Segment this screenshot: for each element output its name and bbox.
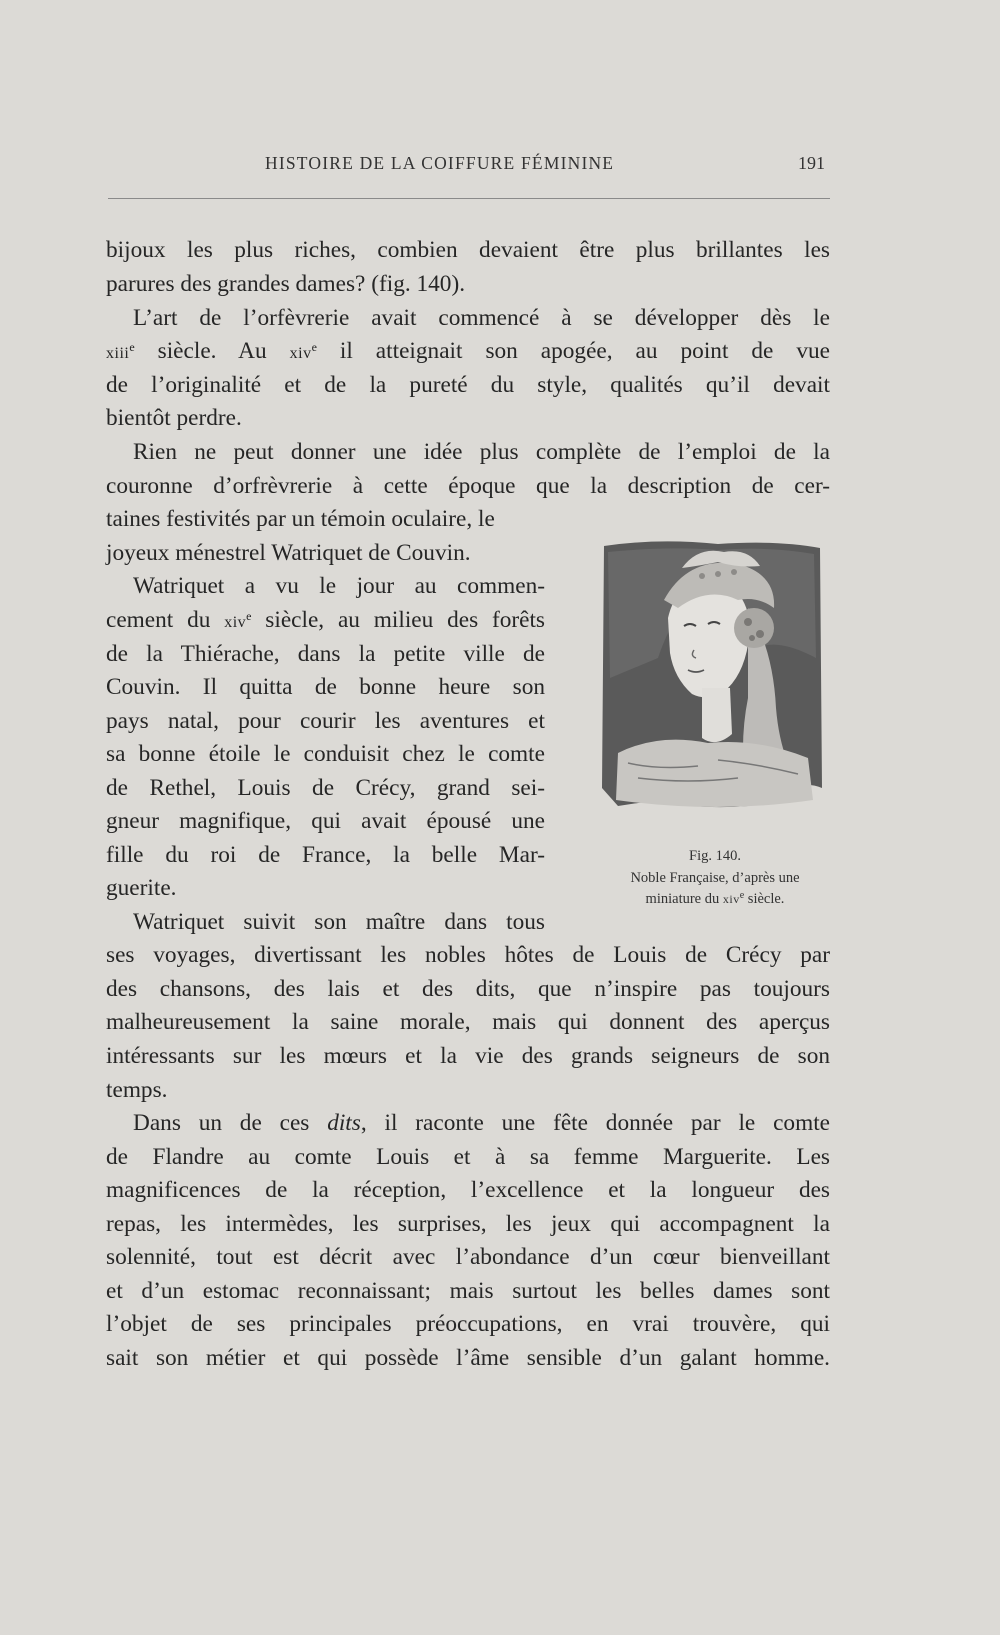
text-line <box>133 1106 830 1140</box>
superscript: e <box>739 890 745 901</box>
small-caps-numeral: xiii <box>106 345 130 362</box>
text-line: Watriquet suivit son maître dans tous <box>133 909 545 935</box>
figure-caption-line-1: Noble Française, d’après une <box>630 870 800 886</box>
text-line: fille du roi de France, la belle Mar- <box>106 842 545 868</box>
text-line: de la Thiérache, dans la petite ville de <box>106 641 545 667</box>
text-span: siècle. <box>744 891 785 907</box>
text-line: de Flandre au comte Louis et à sa femme Marguerite. Les <box>106 1144 830 1170</box>
text-line: taines festivités par un témoin oculaire, le <box>106 506 495 532</box>
text-line: joyeux ménestrel Watriquet de Couvin. <box>106 540 471 566</box>
figure-illustration <box>598 538 826 823</box>
superscript: e <box>129 340 135 354</box>
superscript: e <box>246 609 252 623</box>
text-line: ses voyages, divertissant les nobles hôtes de Louis de Crécy par <box>106 942 830 968</box>
figure-label: Fig. 140. <box>689 848 741 864</box>
figure-caption-line-2 <box>590 891 840 908</box>
text-line: l’objet de ses principales préoccupations, en vrai trouvère, qui <box>106 1311 830 1337</box>
text-line: magnificences de la réception, l’excellence et la longueur des <box>106 1177 830 1203</box>
small-caps-numeral: xiv <box>224 614 247 631</box>
text-line: de l’originalité et de la pureté du style, qualités qu’il devait <box>106 372 830 398</box>
text-line: malheureusement la saine morale, mais qui donnent des aperçus <box>106 1009 830 1035</box>
text-span: siècle. Au <box>134 338 290 364</box>
header-rule <box>108 198 830 199</box>
text-span: Dans un de ces <box>133 1110 328 1136</box>
text-line: L’art de l’orfèvrerie avait commencé à se développer dès le <box>133 305 830 331</box>
text-line: parures des grandes dames? (fig. 140). <box>106 271 466 297</box>
text-line: Watriquet a vu le jour au commen- <box>133 573 545 599</box>
running-title: HISTOIRE DE LA COIFFURE FÉMININE <box>265 153 615 173</box>
superscript: e <box>311 340 317 354</box>
text-span: siècle, au milieu des forêts <box>251 607 545 633</box>
text-line: couronne d’orfrèvrerie à cette époque que la description de cer- <box>106 473 830 499</box>
text-line: sa bonne étoile le conduisit chez le comte <box>106 741 545 767</box>
small-caps-numeral: xiv <box>289 345 312 362</box>
text-line: sait son métier et qui possède l’âme sensible d’un galant homme. <box>106 1345 830 1371</box>
text-line: repas, les intermèdes, les surprises, les jeux qui accompagnent la <box>106 1211 830 1237</box>
text-span: cement du <box>106 607 225 633</box>
page-number: 191 <box>798 153 825 173</box>
italic-word: dits <box>327 1110 361 1136</box>
text-line: solennité, tout est décrit avec l’abondance d’un cœur bienveillant <box>106 1244 830 1270</box>
text-line: bientôt perdre. <box>106 405 242 431</box>
text-line: guerite. <box>106 875 177 901</box>
text-line: et d’un estomac reconnaissant; mais surtout les belles dames sont <box>106 1278 830 1304</box>
small-caps-numeral: xiv <box>722 892 740 906</box>
text-line: bijoux les plus riches, combien devaient être plus brillantes les <box>106 237 830 263</box>
text-line <box>106 334 830 368</box>
text-span: miniature du <box>645 891 723 907</box>
text-line: temps. <box>106 1077 168 1103</box>
text-line: pays natal, pour courir les aventures et <box>106 708 545 734</box>
text-line: Couvin. Il quitta de bonne heure son <box>106 674 545 700</box>
text-line: des chansons, des lais et des dits, que n’inspire pas toujours <box>106 976 830 1002</box>
text-line <box>106 603 545 637</box>
text-line: gneur magnifique, qui avait épousé une <box>106 808 545 834</box>
text-line: de Rethel, Louis de Crécy, grand sei- <box>106 775 545 801</box>
text-span: , il raconte une fête donnée par le comte <box>360 1110 831 1136</box>
text-span: il atteignait son apogée, au point de vue <box>316 338 830 364</box>
text-line: Rien ne peut donner une idée plus complète de l’emploi de la <box>133 439 830 465</box>
text-line: intéressants sur les mœurs et la vie des grands seigneurs de son <box>106 1043 830 1069</box>
